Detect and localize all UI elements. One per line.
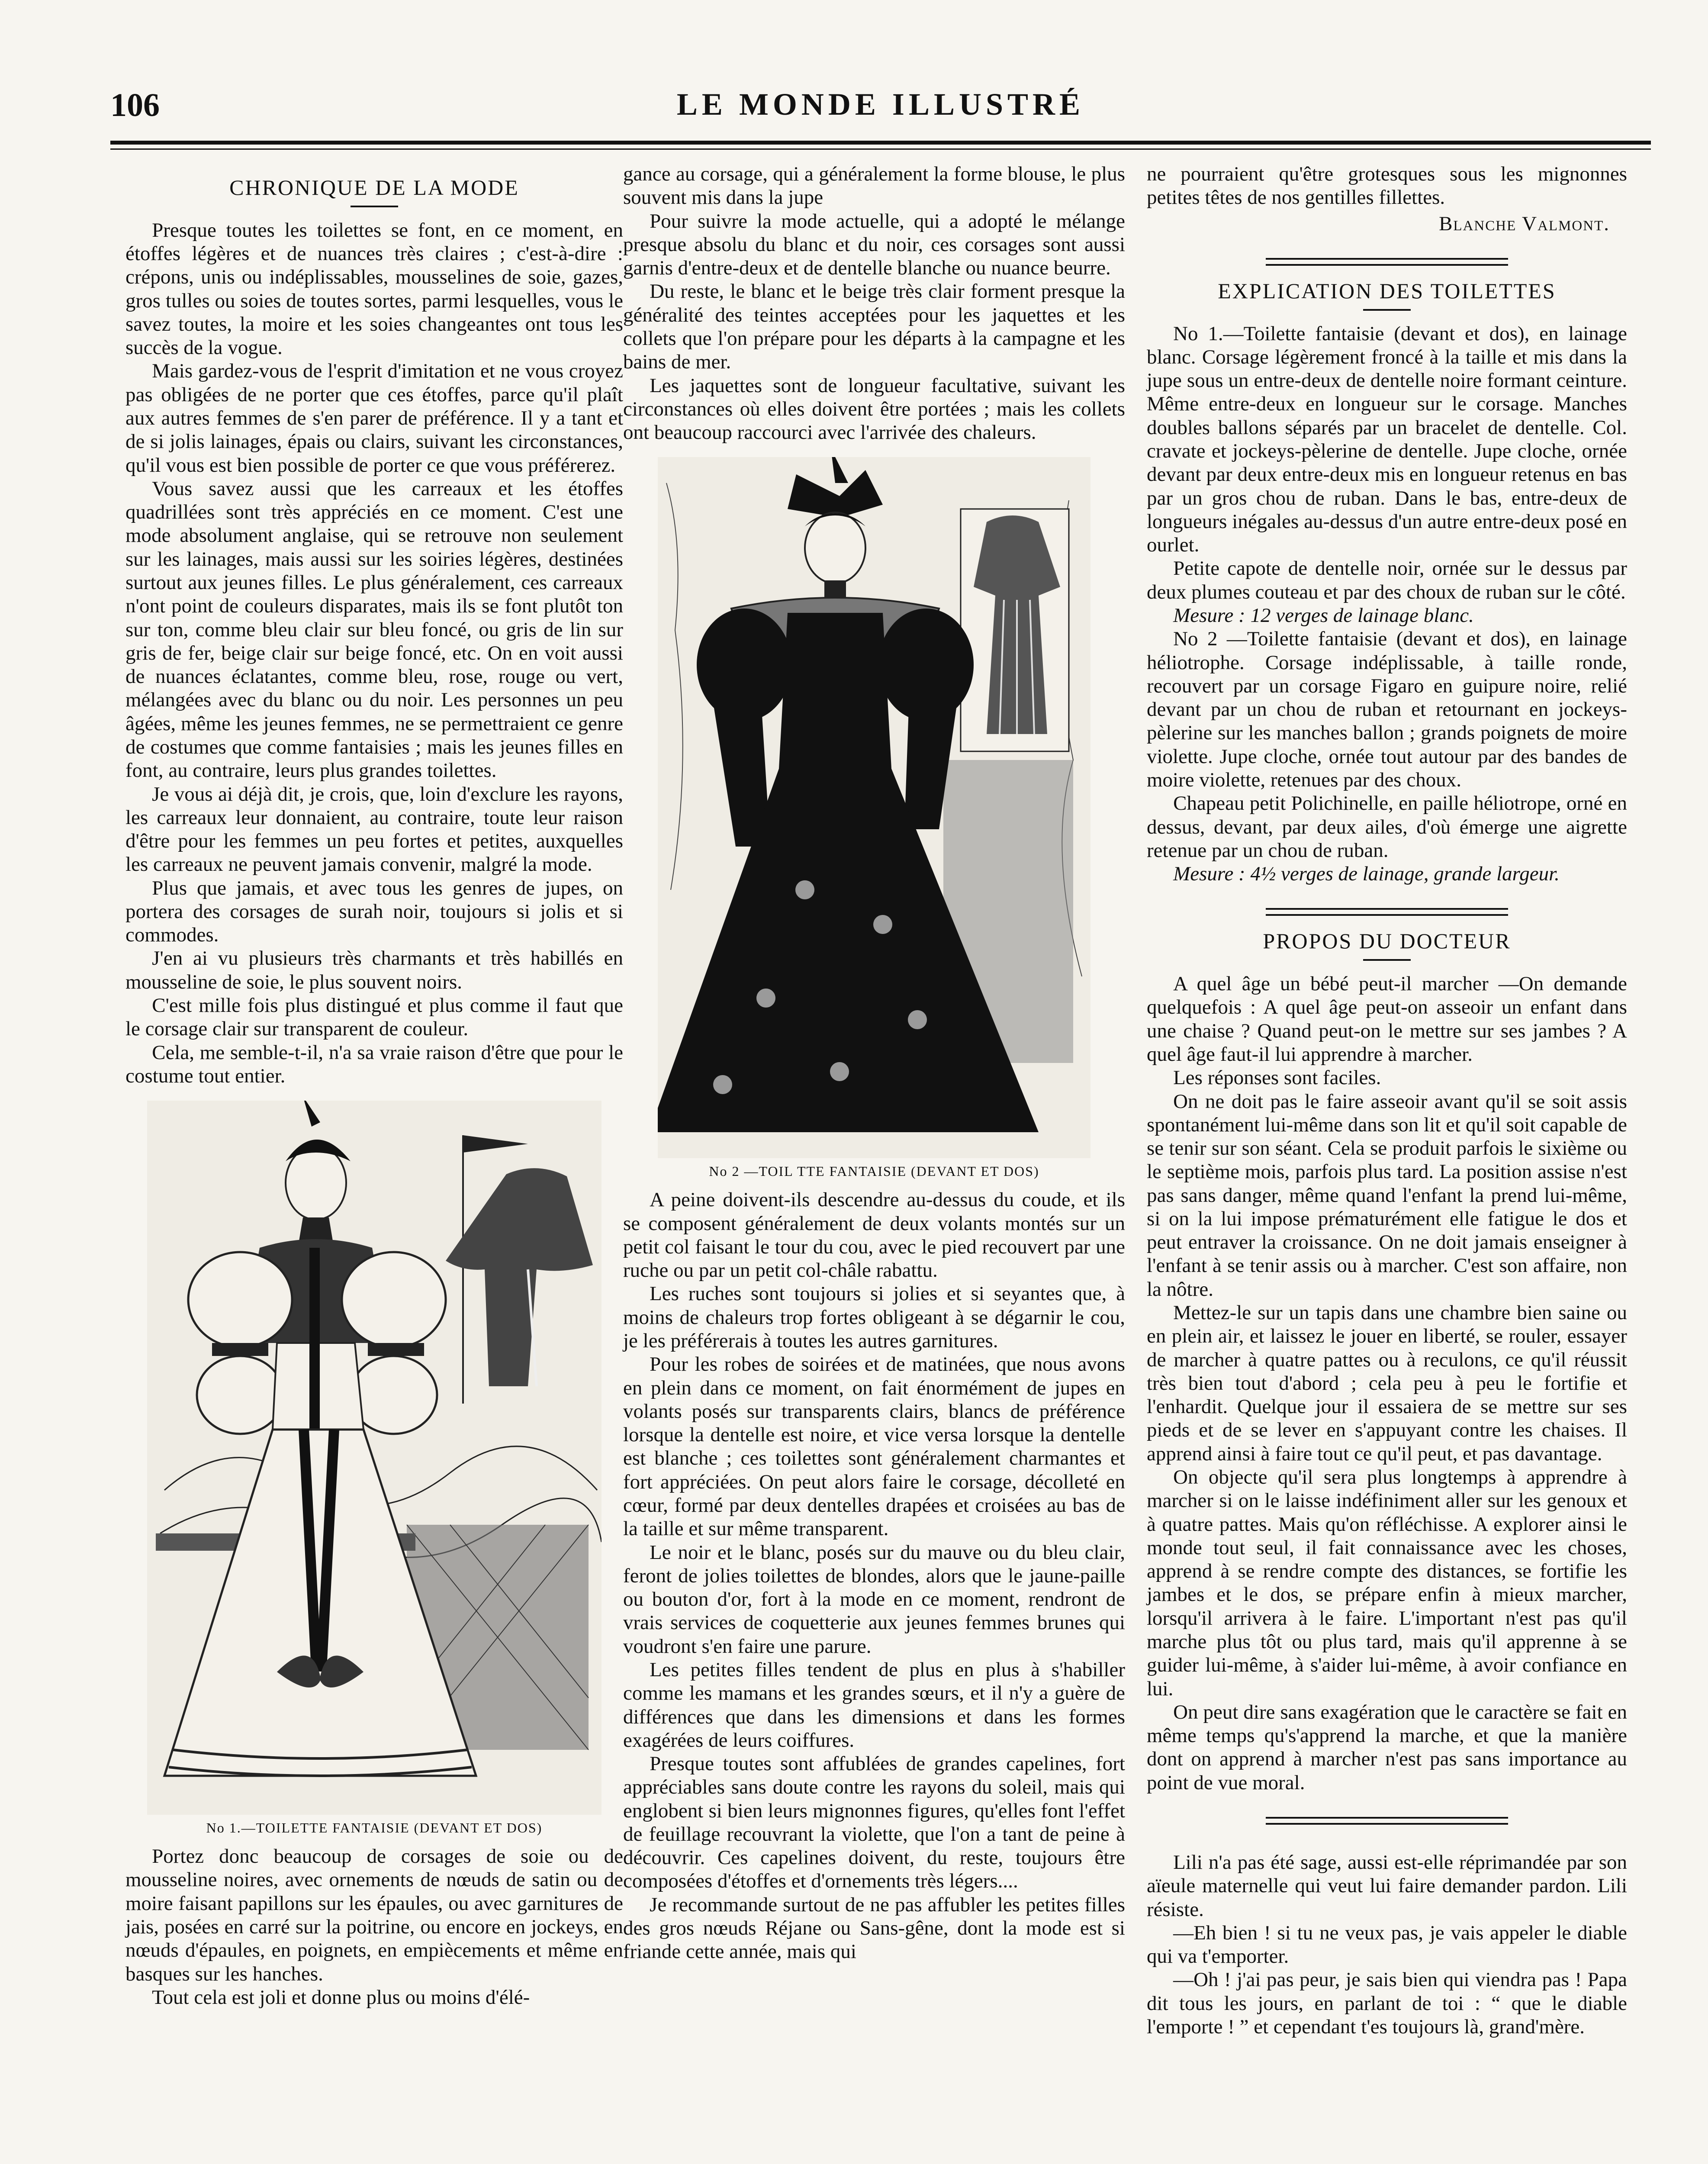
chronique-paragraph: Vous savez aussi que les carreaux et les étoffes quadrillées sont très appréciés en ce moment. C'est une mode absolument anglaise, qui se retrouve non seulement sur les lainages, mais aussi sur les soiries légères, destinées surtout aux jeunes filles. Le plus généralement, ces carreaux n'ont point de couleurs disparates, mais ils se font plutôt ton sur ton, comme bleu clair sur bleu foncé, ou gris de lin sur gris de fer, beige clair sur beige foncé, etc. On en voit aussi de nuances éclatantes, comme bleu, rose, rouge ou vert, mélangées avec du blanc ou du noir. Les personnes un peu âgées, même les jeunes femmes, ne se permettraient ce genre de costumes que comme fantaisies ; mais les jeunes filles en font, au contraire, leurs plus grandes toilettes. bbox=[125, 477, 623, 782]
propos-title: PROPOS DU DOCTEUR bbox=[1263, 929, 1511, 953]
col2-paragraph: Pour suivre la mode actuelle, qui a adopté le mélange presque absolu du blanc et du noir, ces corsages sont aussi garnis d'entre-deux et de dentelle blanche ou nuance beurre. bbox=[623, 209, 1125, 280]
chronique-paragraph: Mais gardez-vous de l'esprit d'imitation et ne vous croyez pas obligées de ne porter que ces étoffes, parce qu'il plaît aux autres femmes de s'en parer de préférence. Il y a tant et de si jolis lainages, épais ou clairs, suivant les circonstances, qu'il vous est bien possible de porter ce que vous préférerez. bbox=[125, 360, 623, 477]
section-separator bbox=[1266, 908, 1508, 910]
col2-paragraph: A peine doivent-ils descendre au-dessus du coude, et ils se composent généralement de deux volants montés sur un petit col faisant le tour du cou, avec le pied recouvert par une ruche ou par un petit col-châle rabattu. bbox=[623, 1188, 1125, 1282]
page-number: 106 bbox=[110, 87, 160, 123]
col2-paragraph: Du reste, le blanc et le beige très clair forment presque la généralité des teintes acceptées pour les jaquettes et les collets que l'on prépare pour les départs à la campagne et les bains de mer. bbox=[623, 280, 1125, 374]
fashion-illustration-1 bbox=[147, 1101, 601, 1815]
chronique-paragraph: Tout cela est joli et donne plus ou moins d'élé- bbox=[152, 1986, 530, 2009]
propos-paragraph: A quel âge un bébé peut-il marcher —On demande quelquefois : A quel âge peut-on asseoir un enfant dans une chaise ? Quand peut-on le mettre sur ses jambes ? A quel âge faut-il lui apprendre à marcher. bbox=[1147, 973, 1627, 1066]
header-rule-thick bbox=[110, 141, 1651, 145]
title-dash bbox=[1363, 959, 1411, 961]
column-1 bbox=[125, 162, 623, 2009]
col2-paragraph: Presque toutes sont affublées de grandes capelines, fort appréciables sans doute contre les rayons du soleil, mais qui englobent si bien leurs mignonnes figures, qu'elles font l'effet de feuillage recouvrant la violette, que l'on a tant de peine à découvrir. Ces capelines doivent, du reste, toujours être composées d'étoffes et d'ornements très légers.... bbox=[623, 1752, 1125, 1893]
propos-paragraph: Les réponses sont faciles. bbox=[1173, 1066, 1381, 1089]
figure-1-caption: No 1.—TOILETTE FANTAISIE (DEVANT ET DOS) bbox=[206, 1820, 543, 1836]
section-separator bbox=[1266, 914, 1508, 916]
signature: Blanche Valmont. bbox=[1439, 212, 1610, 235]
figure-2-caption: No 2 —TOIL TTE FANTAISIE (DEVANT ET DOS) bbox=[709, 1163, 1039, 1179]
propos-paragraph: On ne doit pas le faire asseoir avant qu'il se soit assis spontanément lui-même dans son lit et qu'il soit capable de se tenir sur son séant. Cela se produit parfois le sixième ou le septième mois, parfois plus tard. La position assise n'est pas sans danger, même quand l'enfant la prend lui-même, si on la lui impose prématurément elle fatigue le dos et peut entraver la croissance. On ne doit jamais enseigner à l'enfant à se tenir assis ou à marcher. C'est son affaire, non la nôtre. bbox=[1147, 1090, 1627, 1301]
explication-paragraph: No 2 —Toilette fantaisie (devant et dos), en lainage héliotrophe. Corsage indéplissable, à taille ronde, recouvert par un corsage Figaro en guipure noire, relié devant par un chou de ruban et retournant en jockeys-pèlerine sur les manches ballon ; grands poignets de moire violette. Jupe cloche, ornée tout autour par des bandes de moire violette, retenues par des choux. bbox=[1147, 628, 1627, 791]
header-rule-thin bbox=[110, 148, 1651, 150]
explication-title: EXPLICATION DES TOILETTES bbox=[1218, 278, 1556, 303]
col2-paragraph: Je recommande surtout de ne pas affubler les petites filles des gros nœuds Réjane ou Sans-gêne, dont la mode est si friande cette année, mais qui bbox=[623, 1893, 1125, 1963]
col3-continuation: ne pourraient qu'être grotesques sous les mignonnes petites têtes de nos gentilles fillettes. bbox=[1147, 163, 1627, 209]
title-dash bbox=[351, 206, 398, 207]
propos-paragraph: On peut dire sans exagération que le caractère se fait en même temps qu's'apprend la marche, et que la manière dont on apprend à marcher n'est pas sans importance au point de vue moral. bbox=[1147, 1700, 1627, 1794]
explication-paragraph: Petite capote de dentelle noir, ornée sur le dessus par deux plumes couteau et par des choux de ruban sur le côté. bbox=[1147, 557, 1627, 603]
explication-mesure: Mesure : 4½ verges de lainage, grande largeur. bbox=[1173, 863, 1560, 886]
col2-paragraph: gance au corsage, qui a généralement la forme blouse, le plus souvent mis dans la jupe bbox=[623, 163, 1125, 209]
col2-paragraph: Les jaquettes sont de longueur facultative, suivant les circonstances où elles doivent être portées ; mais les collets ont beaucoup raccourci avec l'arrivée des chaleurs. bbox=[623, 374, 1125, 444]
chronique-paragraph: Je vous ai déjà dit, je crois, que, loin d'exclure les rayons, les carreaux leur donnaient, au contraire, toute leur raison d'être pour les femmes un peu fortes et petites, auxquelles les carreaux ne peuvent jamais convenir, malgré la mode. bbox=[125, 783, 623, 876]
title-dash bbox=[1363, 309, 1411, 311]
propos-paragraph: Mettez-le sur un tapis dans une chambre bien saine ou en plein air, et laissez le jouer en liberté, se rouler, essayer de marcher à quatre pattes ou à reculons, ce qu'il réussit très bien tout d'abord ; cela peu à peu le fortifie et l'enhardit. Quelque jour il essaiera de se mettre sur ses pieds et de se lever en s'appuyant contre les chaises. Il apprend ainsi à faire tout ce qu'il peut, et pas davantage. bbox=[1147, 1301, 1627, 1465]
col2-paragraph: Les ruches sont toujours si jolies et si seyantes que, à moins de chaleurs trop fortes obligeant à se dégarnir le cou, je les préférerais à toutes les autres garnitures. bbox=[623, 1282, 1125, 1352]
fashion-illustration-2 bbox=[658, 457, 1090, 1158]
explication-paragraph: Chapeau petit Polichinelle, en paille héliotrope, orné en dessus, devant, par deux ailes, d'où émerge une aigrette retenue par un chou de ruban. bbox=[1147, 792, 1627, 862]
column-3 bbox=[1147, 162, 1627, 2038]
section-separator bbox=[1266, 264, 1508, 266]
figure-2 bbox=[623, 457, 1125, 1179]
chronique-paragraph: J'en ai vu plusieurs très charmants et très habillés en mousseline de soie, le plus souvent noirs. bbox=[125, 947, 623, 993]
chronique-paragraph: Cela, me semble-t-il, n'a sa vraie raison d'être que pour le costume tout entier. bbox=[125, 1041, 623, 1087]
chronique-title: CHRONIQUE DE LA MODE bbox=[229, 175, 519, 200]
chronique-paragraph: Plus que jamais, et avec tous les genres de jupes, on portera des corsages de surah noir, toujours si jolis et si commodes. bbox=[125, 876, 623, 947]
chronique-paragraph: Portez donc beaucoup de corsages de soie ou de mousseline noires, avec ornements de nœuds de satin ou de moire faisant papillons sur les épaules, ou avec garnitures de jais, posées en carré sur la poitrine, ou encore en jockeys, en nœuds d'épaules, en poignets, en empiècements et même en basques sur les hanches. bbox=[125, 1845, 623, 1985]
col2-paragraph: Les petites filles tendent de plus en plus à s'habiller comme les mamans et les grandes sœurs, et il n'y a guère de différences que dans les dimensions et dans les formes exagérées de leurs coiffures. bbox=[623, 1658, 1125, 1752]
chronique-paragraph: C'est mille fois plus distingué et plus comme il faut que le corsage clair sur transparent de couleur. bbox=[125, 994, 623, 1040]
section-separator bbox=[1266, 258, 1508, 260]
section-separator bbox=[1266, 1823, 1508, 1825]
chronique-paragraph: Presque toutes les toilettes se font, en ce moment, en étoffes légères et de nuances très claires ; c'est-à-dire : crépons, unis ou indéplissables, mousselines de soie, gazes, gros tulles ou soies de toutes sortes, parmi lesquelles, vous le savez toutes, la moire et les soies changeantes ont tous les succès de la vogue. bbox=[125, 219, 623, 359]
propos-paragraph: On objecte qu'il sera plus longtemps à apprendre à marcher si on le laisse indéfiniment aller sur les genoux et à quatre pattes. Mais qu'on réfléchisse. A explorer ainsi le monde tout seul, il fait connaissance avec les choses, apprend à se rendre compte des distances, se fortifie les jambes et le dos, se prépare enfin à mieux marcher, lorsqu'il arrivera à le faire. L'important n'est pas qu'il marche plus tôt ou plus tard, mais qu'il apprenne à se guider lui-même, à s'aider lui-même, à avoir confiance en lui. bbox=[1147, 1466, 1627, 1700]
column-2 bbox=[623, 162, 1125, 1964]
explication-paragraph: No 1.—Toilette fantaisie (devant et dos), en lainage blanc. Corsage légèrement froncé à la taille et mis dans la jupe sous un entre-deux de dentelle noire formant ceinture. Même entre-deux en longueur sur le corsage. Manches doubles ballons séparés par un bracelet de dentelle. Col. cravate et jockeys-pèlerine de dentelle. Jupe cloche, ornée devant par deux entre-deux mis en longueur retenus en bas par un gros chou de ruban. Dans le bas, entre-deux de longueurs inégales au-dessus d'un autre entre-deux posé en ourlet. bbox=[1147, 322, 1627, 557]
explication-mesure: Mesure : 12 verges de lainage blanc. bbox=[1173, 604, 1474, 627]
anecdote-paragraph: Lili n'a pas été sage, aussi est-elle réprimandée par son aïeule maternelle qui veut lui faire demander pardon. Lili résiste. bbox=[1147, 1851, 1627, 1921]
anecdote-paragraph: —Oh ! j'ai pas peur, je sais bien qui viendra pas ! Papa dit tous les jours, en parlant de toi : “ que le diable l'emporte ! ” et cependant t'es toujours là, grand'mère. bbox=[1147, 1968, 1627, 2038]
page-header bbox=[110, 87, 1651, 134]
figure-1 bbox=[125, 1101, 623, 1836]
col2-paragraph: Le noir et le blanc, posés sur du mauve ou du bleu clair, feront de jolies toilettes de blondes, alors que le jaune-paille ou bouton d'or, fort à la mode en ce moment, rendront de vrais services de coquetterie aux jeunes femmes brunes qui voudront s'en faire une parure. bbox=[623, 1541, 1125, 1658]
section-separator bbox=[1266, 1817, 1508, 1819]
anecdote-paragraph: —Eh bien ! si tu ne veux pas, je vais appeler le diable qui va t'emporter. bbox=[1147, 1921, 1627, 1968]
running-title: LE MONDE ILLUSTRÉ bbox=[676, 87, 1085, 122]
col2-paragraph: Pour les robes de soirées et de matinées, que nous avons en plein dans ce moment, on fait énormément de jupes en volants posés sur transparents clairs, blancs de préférence lorsque la dentelle est noire, et vice versa lorsque la dentelle est blanche ; ces toilettes sont généralement charmantes et fort appréciées. On peut alors faire le corsage, décolleté en cœur, formé par deux dentelles drapées et croisées au bas de la taille et sur même transparent. bbox=[623, 1353, 1125, 1540]
